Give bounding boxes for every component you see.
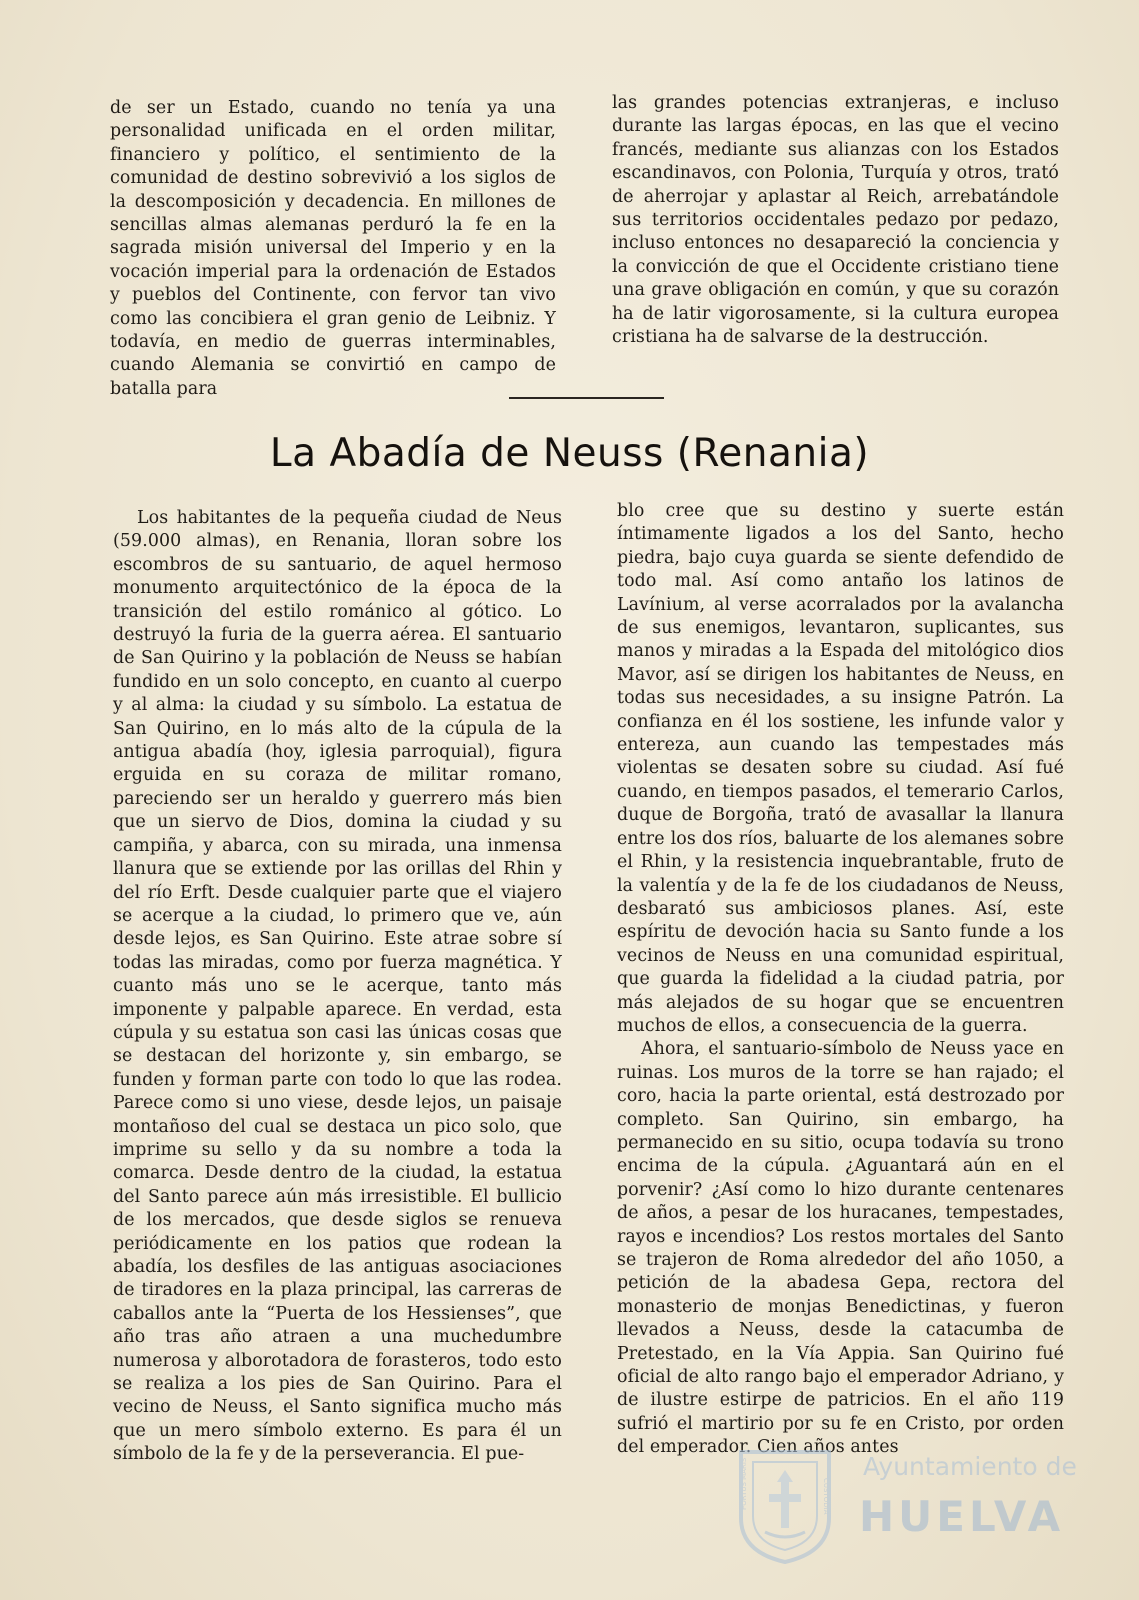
article-left-column [113, 507, 562, 1467]
article-left-paragraph: Los habitantes de la pequeña ciudad de Neus (59.000 almas), en Renania, lloran sobre los escombros de su santuario, de aquel hermoso monumento arquitectónico de la época de la transición del estilo románico al gótico. Lo destruyó la furia de la guerra aérea. El santuario de San Quirino y la población de Neuss se habían fundido en un solo concepto, en cuanto al cuerpo y al alma: la ciudad y su símbolo. La estatua de San Quirino, en lo más alto de la cúpula de la antigua abadía (hoy, iglesia parroquial), figura erguida en su coraza de militar romano, pareciendo ser un heraldo y guerrero más bien que un siervo de Dios, domina la ciudad y su campiña, y abarca, con su mirada, una inmensa llanura que se extiende por las orillas del Rhin y del río Erft. Desde cualquier parte que el viajero se acerque a la ciudad, lo primero que ve, aún desde lejos, es San Quirino. Este atrae sobre sí todas las miradas, como por fuerza magnética. Y cuanto más uno se le acerque, tanto más imponente y palpable aparece. En verdad, esta cúpula y su estatua son casi las únicas cosas que se destacan del horizonte y, sin embargo, se funden y forman parte con todo lo que las rodea. Parece como si uno viese, desde lejos, un paisaje montañoso del cual se destaca un pico solo, que imprime su sello y da su nombre a toda la comarca. Desde dentro de la ciudad, la estatua del Santo parece aún más irresistible. El bullicio de los mercados, que desde siglos se renueva periódicamente en los patios que rodean la abadía, los desfiles de las antiguas asociaciones de tiradores en la plaza principal, las carreras de caballos ante la “Puerta de los Hessienses”, que año tras año atraen a una muchedumbre numerosa y alborotadora de forasteros, todo esto se realiza a los pies de San Quirino. Para el vecino de Neuss, el Santo significa mucho más que un mero símbolo externo. Es para él un símbolo de la fe y de la perseverancia. El pue- [113, 508, 562, 1465]
svg-text:CUSTODIA: CUSTODIA [822, 1478, 830, 1515]
huelva-watermark [735, 1448, 1077, 1568]
top-left-column [110, 97, 556, 401]
top-right-column [612, 92, 1059, 349]
section-divider [509, 397, 664, 399]
article-right-paragraph-2: Ahora, el santuario-símbolo de Neuss yace en ruinas. Los muros de la torre se han rajado; el coro, hacia la parte oriental, está destrozado por completo. San Quirino, sin embargo, ha permanecido en su sitio, ocupa todavía su trono encima de la cúpula. ¿Aguantará aún en el porvenir? ¿Así como lo hizo durante centenares de años, a pesar de los huracanes, tempestades, rayos e incendios? Los restos mortales del Santo se trajeron de Roma alrededor del año 1050, a petición de la abadesa Gepa, rectora del monasterio de monjas Benedictinas, y fueron llevados a Neuss, desde la catacumba de Pretestado, en la Vía Appia. San Quirino fué oficial de alto rango bajo el emperador Adriano, y de ilustre estirpe de patricios. En el año 119 sufrió el martirio por su fe en Cristo, por orden del emperador. Cien años antes [617, 1039, 1064, 1458]
top-left-paragraph: de ser un Estado, cuando no tenía ya una personalidad unificada en el orden militar, financiero y político, el sentimiento de la comunidad de destino sobrevivió a los siglos de la descomposición y decadencia. En millones de sencillas almas alemanas perduró la fe en la sagrada misión universal del Imperio y en la vocación imperial para la ordenación de Estados y pueblos del Continente, con fervor tan vivo como las concibiera el gran genio de Leibniz. Y todavía, en medio de guerras interminables, cuando Alemania se convirtió en campo de batalla para [110, 98, 556, 399]
article-right-paragraph-1: blo cree que su destino y suerte están íntimamente ligados a los del Santo, hecho piedra, bajo cuya guarda se siente defendido de todo mal. Así como antaño los latinos de Lavínium, al verse acorralados por la avalancha de sus enemigos, levantaron, suplicantes, sus manos y miradas a la Espada del mitológico dios Mavor, así se dirigen los habitantes de Neuss, en todas sus necesidades, a su insigne Patrón. La confianza en él los sostiene, les infunde valor y entereza, aun cuando las tempestades más violentas se desaten sobre su ciudad. Así fué cuando, en tiempos pasados, el temerario Carlos, duque de Borgoña, trató de avasallar la llanura entre los dos ríos, baluarte de los alemanes sobre el Rhin, y la resistencia inquebrantable, fruto de la valentía y de la fe de los ciudadanos de Neuss, desbarató sus ambiciosos planes. Así, este espíritu de devoción hacia su Santo funde a los vecinos de Neuss en una comunidad espiritual, que guarda la fidelidad a la ciudad patria, por más alejados de su hogar que se encuentren muchos de ellos, a consecuencia de la guerra. [617, 501, 1064, 1036]
top-right-paragraph: las grandes potencias extranjeras, e incluso durante las largas épocas, en las que el vecino francés, mediante sus alianzas con los Estados escandinavos, con Polonia, Turquía y otros, trató de aherrojar y aplastar al Reich, arrebatándole sus territorios occidentales pedazo por pedazo, incluso entonces no desapareció la conciencia y la convicción de que el Occidente cristiano tiene una grave obligación en común, y que su corazón ha de latir vigorosamente, si la cultura europea cristiana ha de salvarse de la destrucción. [612, 93, 1059, 348]
article-right-column [617, 500, 1064, 1460]
coat-of-arms-icon [735, 1448, 835, 1566]
watermark-line-2: HUELVA [859, 1492, 1065, 1541]
svg-text:PORTUS MARIS: PORTUS MARIS [740, 1457, 748, 1510]
article-title: La Abadía de Neuss (Renania) [269, 431, 870, 476]
watermark-line-1: Ayuntamiento de [863, 1452, 1077, 1481]
